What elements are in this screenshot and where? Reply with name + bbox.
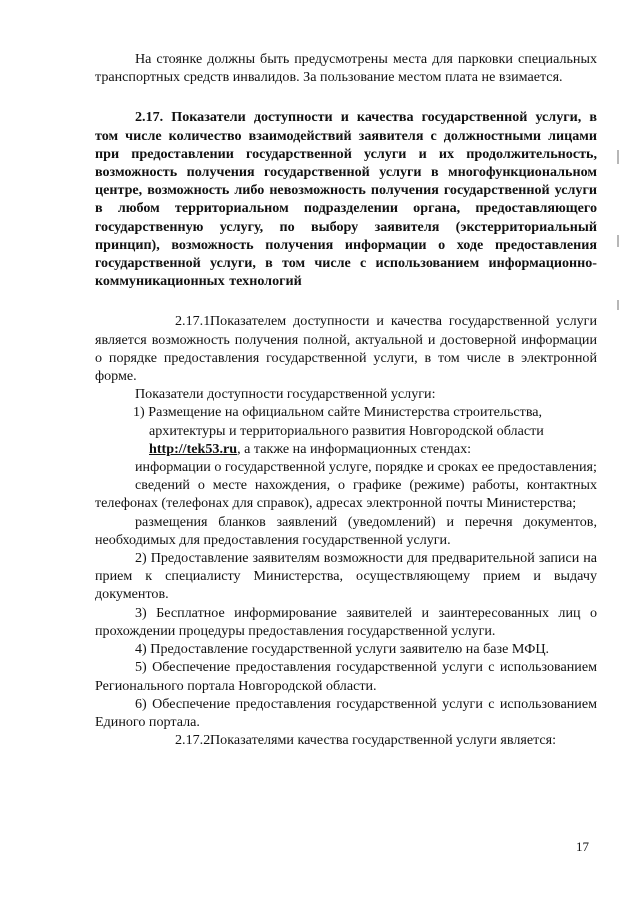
paragraph-2-17-1 [95, 312, 597, 385]
sub-item-forms: размещения бланков заявлений (уведомлений) и перечня документов, необходимых для предоставления государственной услуги. [95, 513, 597, 548]
list-item-5: 5) Обеспечение предоставления государственной услуги с использованием Регионального портала Новгородской области. [95, 659, 597, 694]
clause-number: 2.17.1. [175, 313, 214, 330]
list-item-1-line-a: 1) Размещение на официальном сайте Министерства строительства, [133, 404, 543, 421]
paragraph-indicators: Показатели доступности государственной услуги: [135, 386, 436, 403]
clause-text: Показателем доступности и качества государственной услуги является возможность получения полной, актуальной и достоверной информации о порядке предоставления государственной услуги, в том числе в электронной форме. [95, 313, 597, 385]
sub-item-location: сведений о месте нахождения, о графике (режиме) работы, контактных телефонах (телефонах для справок), адресах электронной почты Министерства; [95, 477, 597, 512]
list-item-3: 3) Бесплатное информирование заявителей и заинтересованных лиц о прохождении процедуры предоставления государственной услуги. [95, 604, 597, 639]
scan-margin-mark [617, 235, 619, 247]
list-item-1-line-c [133, 440, 597, 458]
page-number: 17 [576, 839, 589, 854]
list-item-6: 6) Обеспечение предоставления государственной услуги с использованием Единого портала. [95, 695, 597, 730]
list-item-4: 4) Предоставление государственной услуги заявителю на базе МФЦ. [135, 641, 550, 658]
scan-margin-mark [617, 150, 619, 164]
document-body [95, 50, 597, 749]
clause-text: Показателями качества государственной услуги является: [210, 732, 557, 749]
sub-item-info: информации о государственной услуге, порядке и сроках ее предоставления; [135, 459, 597, 476]
clause-number: 2.17.2. [175, 732, 214, 749]
website-link[interactable]: http://tek53.ru [149, 440, 238, 457]
section-heading-2-17: 2.17. Показатели доступности и качества государственной услуги, в том числе количество взаимодействий заявителя с должностными лицами при предоставлении государственной услуги и их продолжительность, возможность получения государственной услуги в многофункциональном центре, возможность либо невозможность получения государственной услуги в любом территориальном подразделении органа, предоставляющего государственную услугу, по выбору заявителя (экстерриториальный принцип), возможность получения информации о ходе предоставления государственной услуги, в том числе с использованием информационно-коммуникационных технологий [95, 109, 597, 290]
list-item-1-line-b: архитектуры и территориального развития Новгородской области [149, 422, 544, 439]
scan-margin-mark [617, 300, 619, 310]
list-item-2: 2) Предоставление заявителям возможности для предварительной записи на прием к специалисту Министерства, осуществляющему прием и выдачу документов. [95, 550, 597, 603]
list-item-1-tail: , а также на информационных стендах: [237, 440, 472, 457]
list-item-1 [95, 403, 597, 458]
paragraph-2-17-2 [95, 731, 597, 749]
paragraph-parking: На стоянке должны быть предусмотрены места для парковки специальных транспортных средств инвалидов. За пользование местом плата не взимается. [95, 51, 597, 86]
